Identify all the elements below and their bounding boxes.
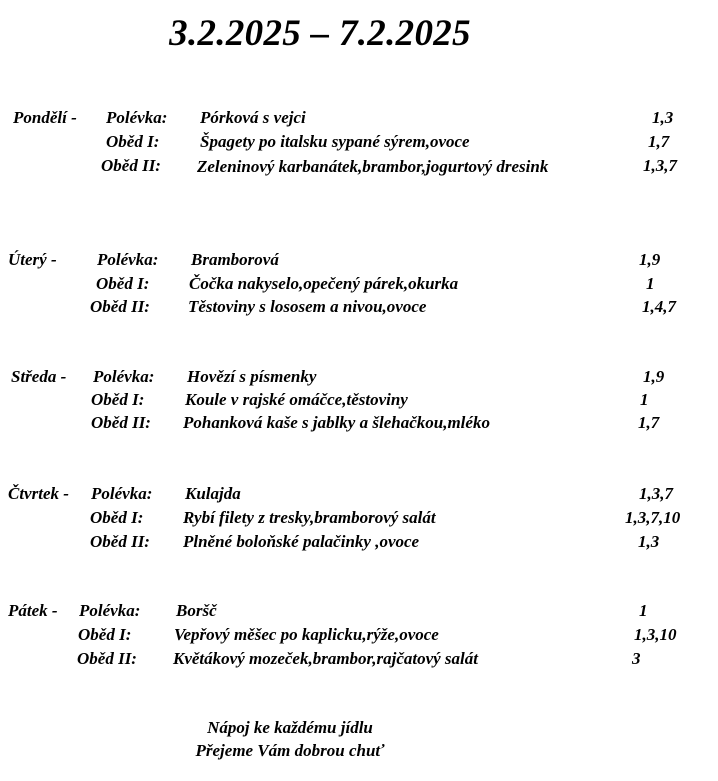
footer-greeting: Přejeme Vám dobrou chuť <box>195 741 385 760</box>
meal-allergens: 1,3,7 <box>643 156 677 175</box>
meal-allergens: 1,7 <box>648 132 670 151</box>
meal-type-label: Polévka: <box>79 601 141 620</box>
meal-dish: Pórková s vejci <box>200 108 306 127</box>
meal-allergens: 1,3 <box>638 532 660 551</box>
meal-type-label: Oběd I: <box>96 274 150 293</box>
meal-dish: Zeleninový karbanátek,brambor,jogurtový dresink <box>197 157 549 176</box>
meal-type-label: Oběd II: <box>90 297 150 316</box>
day-label-thursday: Čtvrtek - <box>8 484 69 503</box>
meal-type-label: Oběd I: <box>91 390 145 409</box>
meal-type-label: Oběd I: <box>78 625 132 644</box>
meal-allergens: 3 <box>632 649 641 668</box>
meal-allergens: 1,3,10 <box>634 625 677 644</box>
day-label-wednesday: Středa - <box>11 367 67 386</box>
meal-type-label: Oběd II: <box>91 413 151 432</box>
meal-type-label: Oběd I: <box>106 132 160 151</box>
meal-type-label: Polévka: <box>106 108 168 127</box>
meal-dish: Čočka nakyselo,opečený párek,okurka <box>189 274 459 293</box>
day-label-friday: Pátek - <box>8 601 58 620</box>
meal-dish: Vepřový měšec po kaplicku,rýže,ovoce <box>174 625 439 644</box>
meal-allergens: 1,4,7 <box>642 297 676 316</box>
meal-type-label: Polévka: <box>97 250 159 269</box>
meal-dish: Těstoviny s lososem a nivou,ovoce <box>188 297 427 316</box>
meal-type-label: Oběd II: <box>101 156 161 175</box>
meal-type-label: Oběd I: <box>90 508 144 527</box>
meal-dish: Rybí filety z tresky,bramborový salát <box>183 508 436 527</box>
meal-allergens: 1,3,7 <box>639 484 673 503</box>
meal-allergens: 1,3,7,10 <box>625 508 681 527</box>
meal-dish: Špagety po italsku sypané sýrem,ovoce <box>200 132 470 151</box>
meal-type-label: Polévka: <box>91 484 153 503</box>
meal-type-label: Oběd II: <box>90 532 150 551</box>
week-date-range-title: 3.2.2025 – 7.2.2025 <box>169 13 471 54</box>
meal-dish: Květákový mozeček,brambor,rajčatový salát <box>173 649 478 668</box>
meal-allergens: 1 <box>639 601 648 620</box>
day-label-monday: Pondělí - <box>13 108 77 127</box>
meal-allergens: 1,9 <box>643 367 665 386</box>
meal-dish: Hovězí s písmenky <box>187 367 317 386</box>
meal-allergens: 1,7 <box>638 413 660 432</box>
meal-dish: Pohanková kaše s jablky a šlehačkou,mléko <box>183 413 490 432</box>
footer-drink-note: Nápoj ke každému jídlu <box>207 718 373 737</box>
meal-allergens: 1,9 <box>639 250 661 269</box>
day-label-tuesday: Úterý - <box>8 250 57 269</box>
meal-dish: Bramborová <box>191 250 279 269</box>
meal-allergens: 1 <box>646 274 655 293</box>
meal-dish: Kulajda <box>185 484 241 503</box>
meal-dish: Koule v rajské omáčce,těstoviny <box>185 390 408 409</box>
meal-allergens: 1,3 <box>652 108 674 127</box>
meal-dish: Boršč <box>176 601 217 620</box>
meal-dish: Plněné boloňské palačinky ,ovoce <box>183 532 420 551</box>
meal-type-label: Polévka: <box>93 367 155 386</box>
meal-type-label: Oběd II: <box>77 649 137 668</box>
meal-allergens: 1 <box>640 390 649 409</box>
